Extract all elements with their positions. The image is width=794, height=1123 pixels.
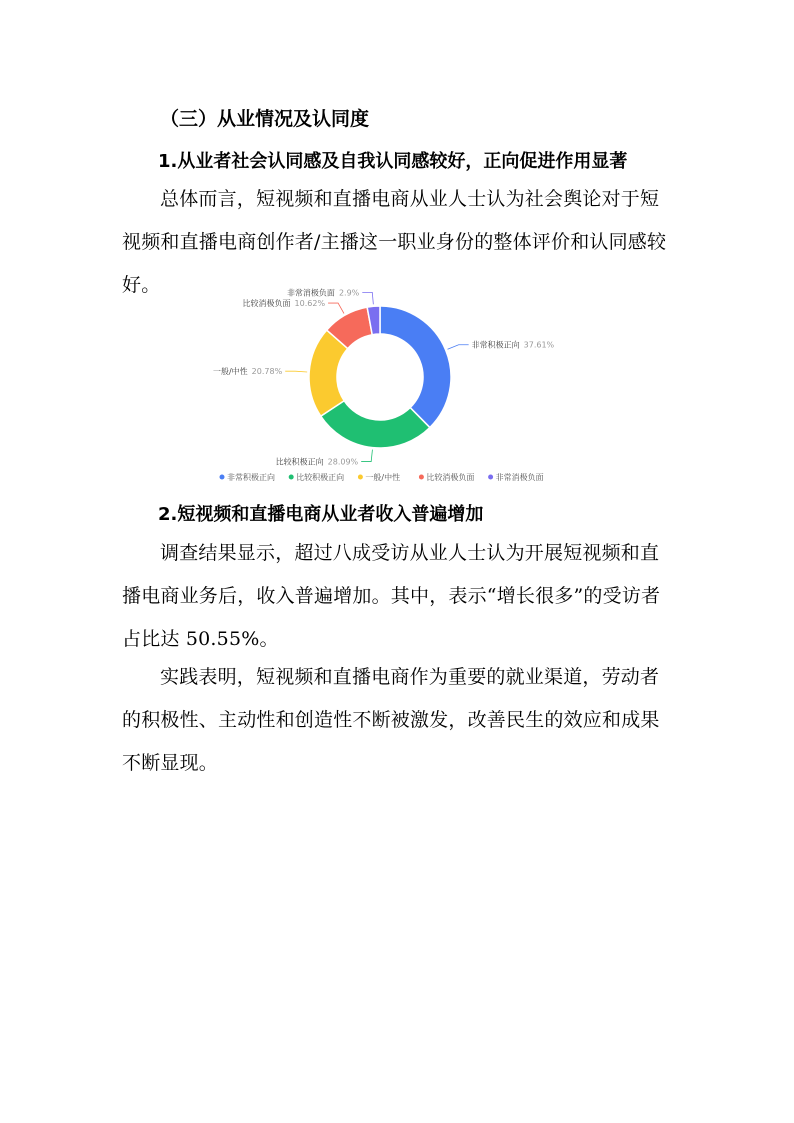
leader-line-very-positive [448, 345, 469, 350]
data-label-value: 2.9% [338, 288, 360, 298]
legend-marker-positive [289, 475, 294, 480]
legend-label-very-positive: 非常积极正向 [227, 473, 275, 482]
slice-very-positive [380, 306, 451, 428]
leader-line-positive [361, 450, 372, 462]
section-heading: （三）从业情况及认同度 [160, 108, 370, 130]
leader-line-very-negative [362, 292, 373, 304]
data-label-negative [243, 298, 326, 308]
legend-marker-neutral [358, 475, 363, 480]
paragraph-2: 调查结果显示，超过八成受访从业人士认为开展短视频和直播电商业务后，收入普遍增加。其中，表示“增长很多”的受访者占比达 50.55%。 [122, 542, 661, 650]
leader-line-neutral [285, 371, 307, 372]
data-label-category: 一般/中性 [212, 367, 248, 377]
data-label-very-negative [287, 287, 360, 297]
leader-line-negative [328, 303, 344, 313]
legend-label-neutral: 一般/中性 [365, 473, 401, 482]
data-label-value: 10.62% [294, 299, 326, 309]
data-label-category: 非常积极正向 [471, 340, 520, 350]
data-label-value: 37.61% [523, 340, 555, 350]
legend-label-very-negative: 非常消极负面 [495, 473, 544, 482]
legend-marker-very-negative [488, 475, 493, 480]
data-label-category: 非常消极负面 [286, 288, 335, 298]
data-label-category: 比较积极正向 [275, 457, 324, 467]
legend-label-negative: 比较消极负面 [426, 473, 475, 482]
legend-label-positive: 比较积极正向 [296, 473, 345, 482]
data-label-very-positive [472, 340, 555, 350]
data-label-value: 20.78% [251, 367, 283, 377]
paragraph-1: 总体而言，短视频和直播电商从业人士认为社会舆论对于短视频和直播电商创作者/主播这一职业身份的整体评价和认同感较好。 [122, 188, 667, 296]
subheading-1: 1.从业者社会认同感及自我认同感较好，正向促进作用显著 [158, 151, 628, 172]
donut-chart [200, 280, 600, 490]
data-label-value: 28.09% [327, 457, 359, 467]
legend-marker-very-positive [220, 475, 225, 480]
data-label-category: 比较消极负面 [242, 299, 291, 309]
subheading-2: 2.短视频和直播电商从业者收入普遍增加 [158, 504, 484, 525]
data-label-neutral [213, 366, 283, 376]
legend-marker-negative [419, 475, 424, 480]
data-label-positive [276, 457, 359, 467]
paragraph-3: 实践表明，短视频和直播电商作为重要的就业渠道，劳动者的积极性、主动性和创造性不断被激发，改善民生的效应和成果不断显现。 [122, 666, 660, 774]
